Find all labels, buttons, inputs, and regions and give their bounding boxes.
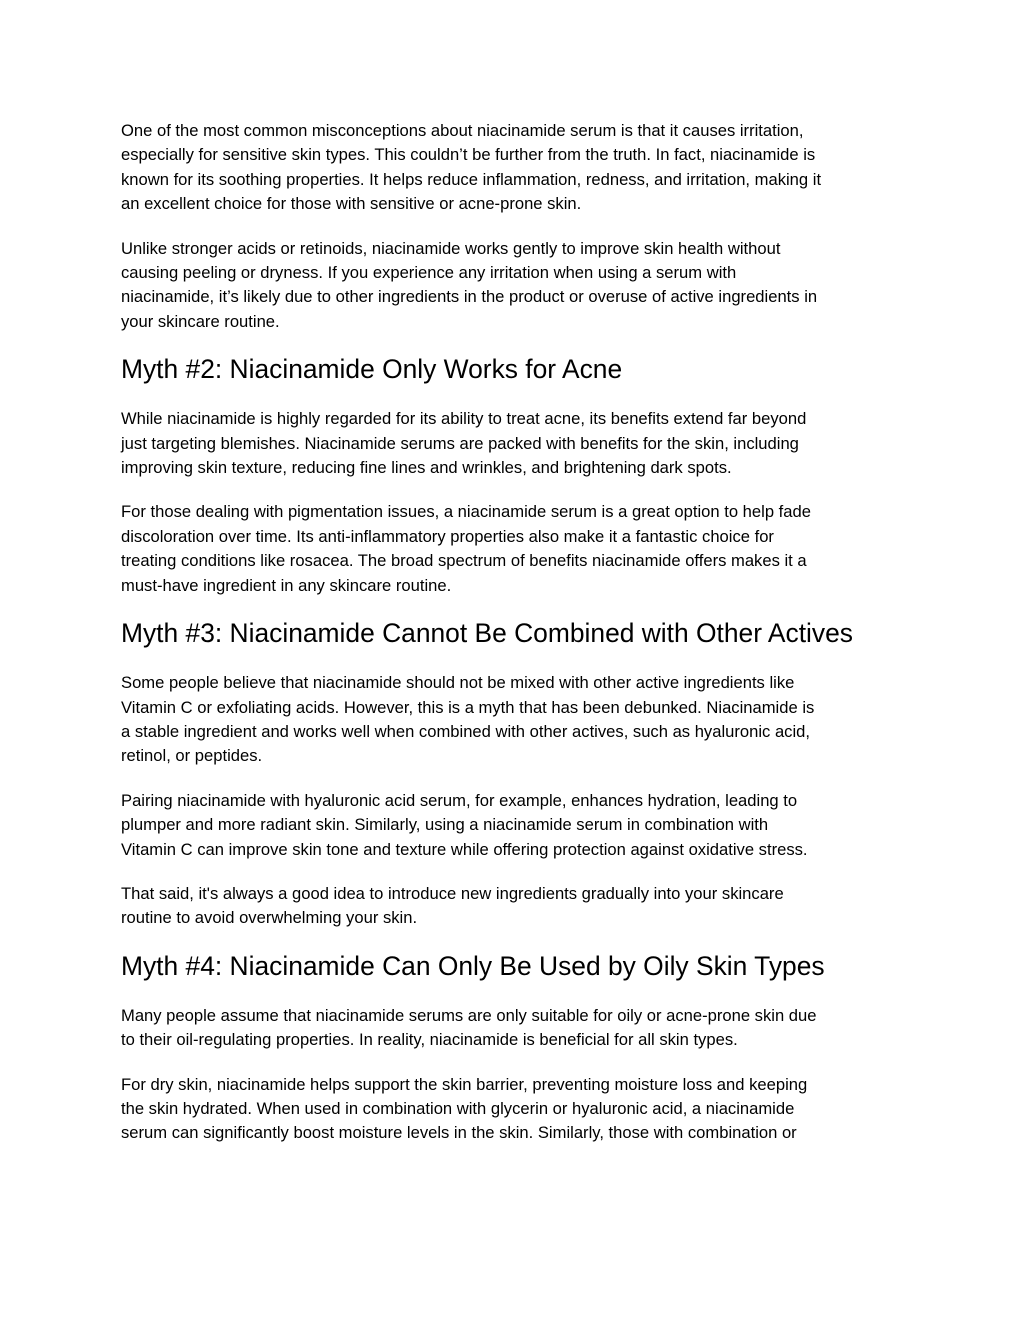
- paragraph-hyaluronic-pairing: Pairing niacinamide with hyaluronic acid serum, for example, enhances hydration, leading to plumper and more radiant skin. Similarly, using a niacinamide serum in combination with Vitamin C can improve skin tone and texture while offering protection against oxidative stress.: [121, 790, 808, 859]
- heading-myth-2: Myth #2: Niacinamide Only Works for Acne: [121, 354, 623, 385]
- heading-myth-4: Myth #4: Niacinamide Can Only Be Used by Oily Skin Types: [121, 950, 825, 981]
- paragraph-all-skin-types: Many people assume that niacinamide serums are only suitable for oily or acne-prone skin due to their oil-regulating properties. In reality, niacinamide is beneficial for all skin types.: [121, 1005, 817, 1050]
- paragraph-gentle-action: Unlike stronger acids or retinoids, niacinamide works gently to improve skin health without causing peeling or dryness. If you experience any irritation when using a serum with niacinamide, it’s likely due to other ingredients in the product or overuse of active ingredients in your skincare routine.: [121, 238, 818, 331]
- paragraph-irritation-myth: One of the most common misconceptions about niacinamide serum is that it causes irritation, especially for sensitive skin types. This couldn’t be further from the truth. In fact, niacinamide is known for its soothing properties. It helps reduce inflammation, redness, and irritation, making it an excellent choice for those with sensitive or acne-prone skin.: [121, 121, 822, 214]
- paragraph-gradual-introduction: That said, it's always a good idea to introduce new ingredients gradually into your skincare routine to avoid overwhelming your skin.: [121, 883, 784, 928]
- paragraph-combining-actives: Some people believe that niacinamide should not be mixed with other active ingredients like Vitamin C or exfoliating acids. However, this is a myth that has been debunked. Niacinamide is a stable ingredient and works well when combined with other actives, such as hyaluronic acid, retinol, or peptides.: [121, 673, 815, 766]
- paragraph-benefits-beyond-acne: While niacinamide is highly regarded for its ability to treat acne, its benefits extend far beyond just targeting blemishes. Niacinamide serums are packed with benefits for the skin, including improving skin texture, reducing fine lines and wrinkles, and brightening dark spots.: [121, 409, 807, 478]
- heading-myth-3: Myth #3: Niacinamide Cannot Be Combined with Other Actives: [121, 618, 853, 649]
- document-page: [121, 119, 911, 1166]
- paragraph-dry-skin: For dry skin, niacinamide helps support the skin barrier, preventing moisture loss and keeping the skin hydrated. When used in combination with glycerin or hyaluronic acid, a niacinamide serum can significantly boost moisture levels in the skin. Similarly, those with combination or: [121, 1074, 808, 1143]
- paragraph-pigmentation: For those dealing with pigmentation issues, a niacinamide serum is a great option to help fade discoloration over time. Its anti-inflammatory properties also make it a fantastic choice for treating conditions like rosacea. The broad spectrum of benefits niacinamide offers makes it a must-have ingredient in any skincare routine.: [121, 502, 811, 595]
